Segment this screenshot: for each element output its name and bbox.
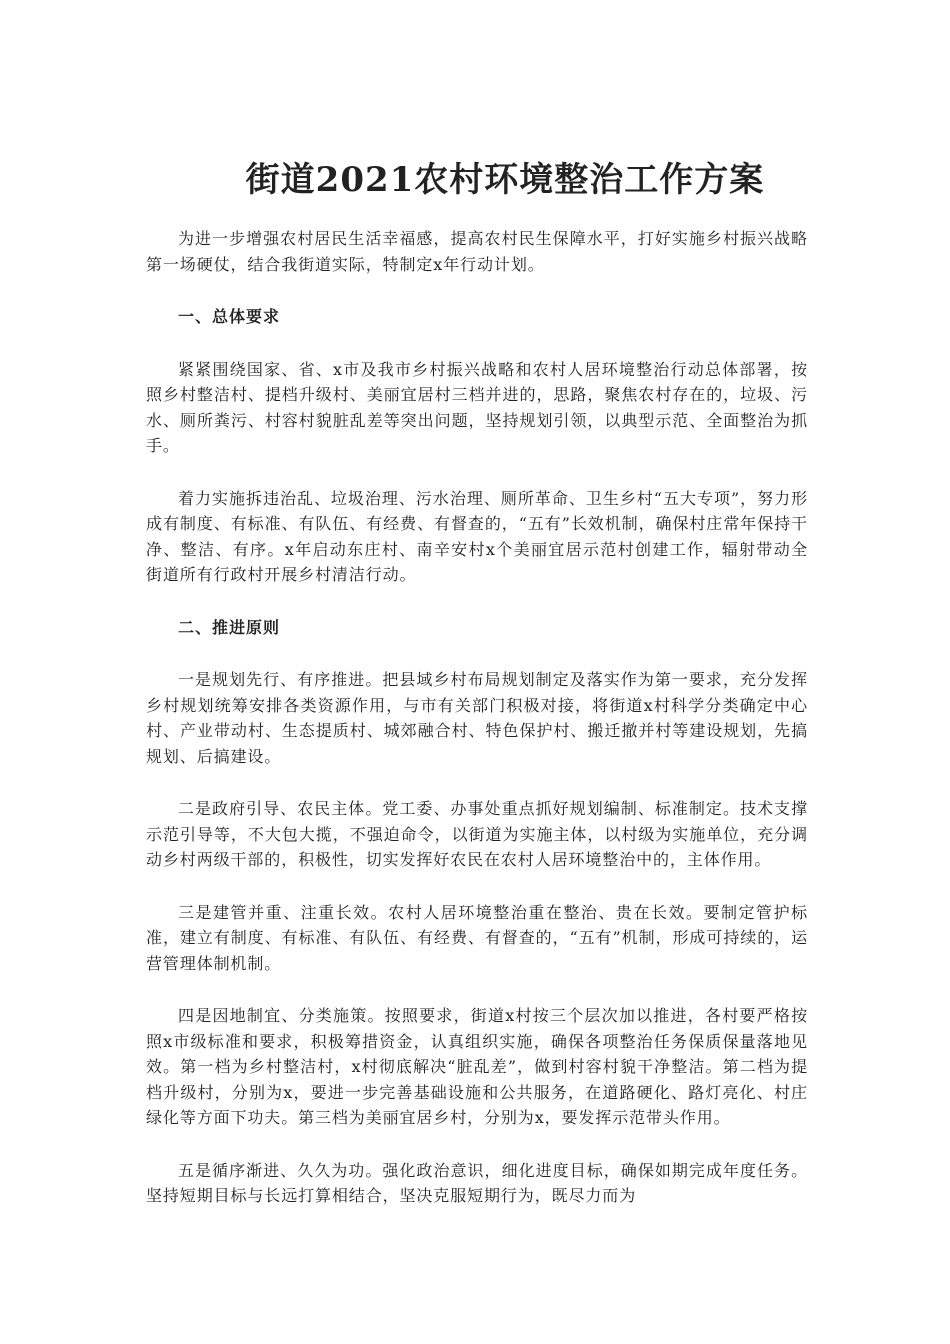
- section2-paragraph-4: 四是因地制宜、分类施策。按照要求，街道x村按三个层次加以推进，各村要严格按照x市级标准和要求，积极筹措资金，认真组织实施，确保各项整治任务保质保量落地见效。第一档为乡村整洁村，x村彻底解决“脏乱差”，做到村容村貌干净整洁。第二档为提档升级村，分别为x，要进一步完善基础设施和公共服务，在道路硬化、路灯亮化、村庄绿化等方面下功夫。第三档为美丽宜居乡村，分别为x，要发挥示范带头作用。: [146, 1006, 808, 1127]
- section2-paragraph-2: 二是政府引导、农民主体。党工委、办事处重点抓好规划编制、标准制定。技术支撑示范引导等，不大包大揽，不强迫命令，以街道为实施主体，以村级为实施单位，充分调动乡村两级干部的，积极性，切实发挥好农民在农村人居环境整治中的，主体作用。: [146, 799, 808, 869]
- section2-paragraph-1: 一是规划先行、有序推进。把县域乡村布局规划制定及落实作为第一要求，充分发挥乡村规划统筹安排各类资源作用，与市有关部门积极对接，将街道x村科学分类确定中心村、产业带动村、生态提质村、城郊融合村、特色保护村、搬迁撤并村等建设规划，先搞规划、后搞建设。: [146, 670, 808, 766]
- document-title: 街道2021农村环境整治工作方案: [245, 160, 765, 200]
- intro-paragraph: 为进一步增强农村居民生活幸福感，提高农村民生保障水平，打好实施乡村振兴战略第一场硬仗，结合我街道实际，特制定x年行动计划。: [146, 229, 808, 274]
- section-heading-principles: 二、推进原则: [178, 617, 281, 637]
- document-body: [146, 226, 808, 1236]
- section2-paragraph-5: 五是循序渐进、久久为功。强化政治意识，细化进度目标，确保如期完成年度任务。坚持短期目标与长远打算相结合，坚决克服短期行为，既尽力而为: [146, 1160, 808, 1205]
- section2-paragraph-3: 三是建管并重、注重长效。农村人居环境整治重在整治、贵在长效。要制定管护标准，建立有制度、有标准、有队伍、有经费、有督查的，“五有”机制，形成可持续的，运营管理体制机制。: [146, 902, 808, 973]
- section-heading-general-requirements: 一、总体要求: [178, 307, 281, 326]
- section1-paragraph-1: 紧紧围绕国家、省、x市及我市乡村振兴战略和农村人居环境整治行动总体部署，按照乡村整洁村、提档升级村、美丽宜居村三档并进的，思路，聚焦农村存在的，垃圾、污水、厕所粪污、村容村貌脏乱差等突出问题，坚持规划引领，以典型示范、全面整治为抓手。: [146, 359, 808, 455]
- section1-paragraph-2: 着力实施拆违治乱、垃圾治理、污水治理、厕所革命、卫生乡村“五大专项”，努力形成有制度、有标准、有队伍、有经费、有督查的，“五有”长效机制，确保村庄常年保持干净、整洁、有序。x年启动东庄村、南辛安村x个美丽宜居示范村创建工作，辐射带动全街道所有行政村开展乡村清洁行动。: [146, 488, 808, 584]
